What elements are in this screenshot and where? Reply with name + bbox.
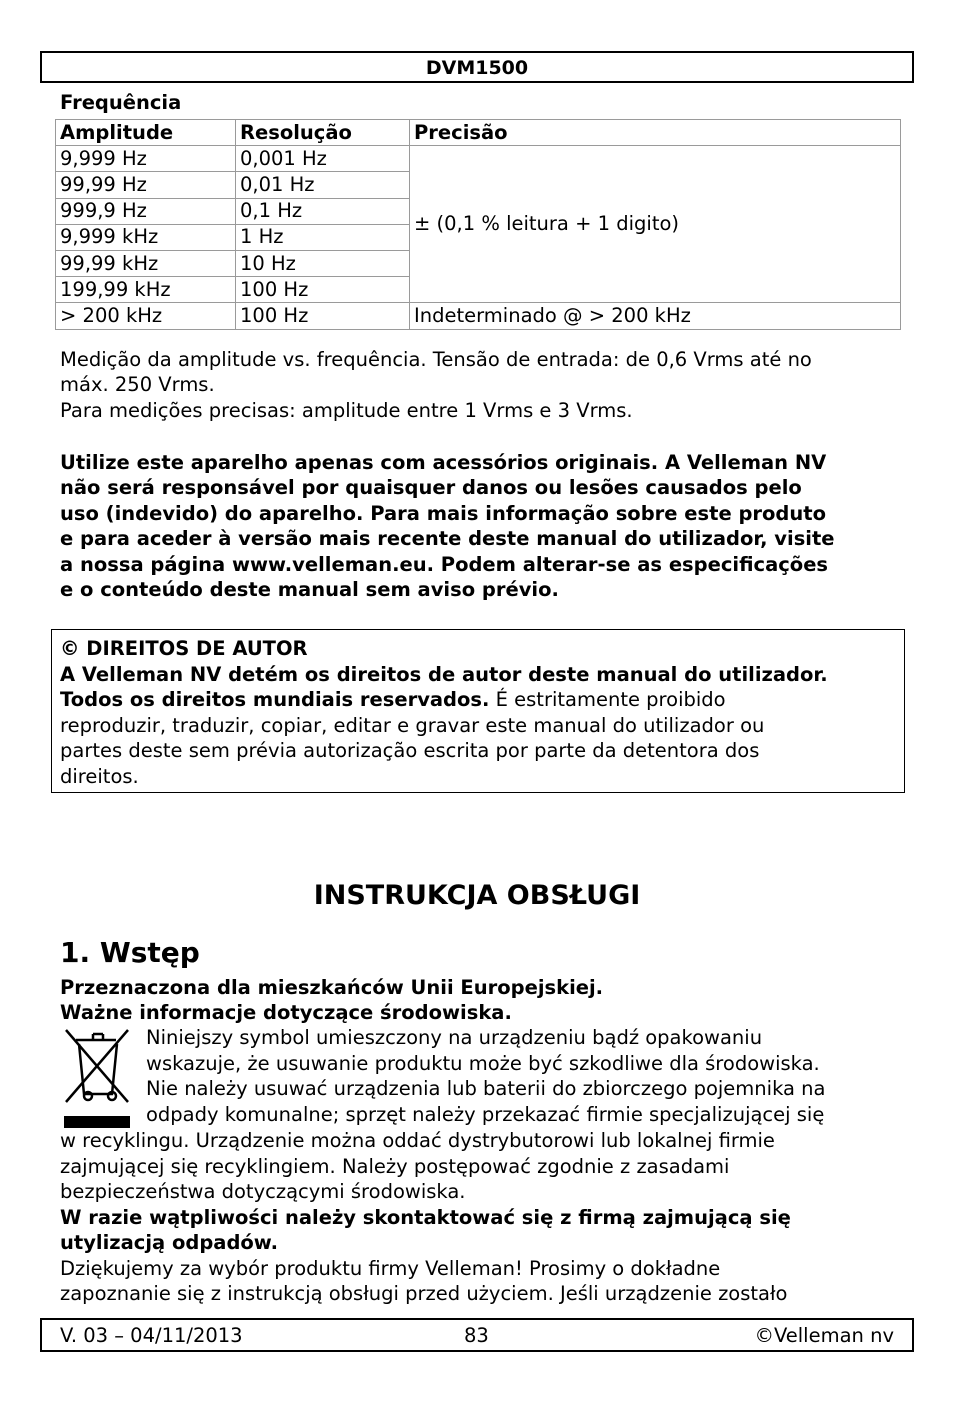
measurement-notes: [60, 347, 910, 423]
weee-line: bezpieczeństwa dotyczącymi środowiska.: [60, 1180, 466, 1204]
weee-line: wskazuje, że usuwanie produktu może być szkodliwe dla środowiska.: [146, 1051, 820, 1075]
page-footer: [40, 1318, 914, 1352]
contact-line: utylizacją odpadów.: [60, 1231, 278, 1255]
thanks-line: Dziękujemy za wybór produktu firmy Velleman! Prosimy o dokładne: [60, 1257, 721, 1280]
weee-line: Nie należy usuwać urządzenia lub baterii do zbiorczego pojemnika na: [146, 1077, 826, 1101]
copyright-line: partes deste sem prévia autorização escrita por parte da detentora dos: [60, 739, 760, 763]
resolution-cell: 10 Hz: [236, 250, 410, 276]
column-header: Resolução: [236, 120, 410, 146]
disclaimer-line: não será responsável por quaisquer danos ou lesões causados pelo: [60, 476, 802, 500]
resolution-cell: 0,1 Hz: [236, 198, 410, 224]
resolution-cell: 1 Hz: [236, 224, 410, 250]
page-number: 83: [464, 1324, 489, 1347]
amplitude-cell: 99,99 Hz: [56, 172, 236, 198]
eu-notice-line: Przeznaczona dla mieszkańców Unii Europejskiej.: [60, 976, 604, 999]
footer-version: V. 03 – 04/11/2013: [60, 1324, 243, 1347]
copyright-text: É estritamente proibido: [489, 688, 726, 712]
weee-text-indented: [146, 1025, 906, 1127]
amplitude-cell: 99,99 kHz: [56, 250, 236, 276]
disclaimer-line: Utilize este aparelho apenas com acessórios originais. A Velleman NV: [60, 451, 827, 474]
eu-notice: [60, 975, 910, 1026]
precision-cell: ± (0,1 % leitura + 1 digito): [410, 146, 901, 303]
copyright-line: reproduzir, traduzir, copiar, editar e gravar este manual do utilizador ou: [60, 713, 765, 737]
note-line: Medição da amplitude vs. frequência. Tensão de entrada: de 0,6 Vrms até no: [60, 348, 812, 371]
disclaimer-line: e o conteúdo deste manual sem aviso prévio.: [60, 578, 559, 602]
weee-line: Niniejszy symbol umieszczony na urządzeniu bądź opakowaniu: [146, 1026, 763, 1049]
column-header: Precisão: [410, 120, 901, 146]
weee-line: odpady komunalne; sprzęt należy przekazać firmie specjalizującej się: [146, 1102, 825, 1126]
amplitude-cell: 9,999 kHz: [56, 224, 236, 250]
contact-line: W razie wątpliwości należy skontaktować się z firmą zajmującą się: [60, 1206, 791, 1229]
weee-icon: [62, 1026, 134, 1130]
frequency-title: Frequência: [60, 91, 182, 114]
copyright-box: [51, 629, 905, 793]
model-name: DVM1500: [425, 57, 529, 79]
copyright-line: direitos.: [60, 764, 139, 788]
page-header: [40, 51, 914, 83]
section-heading: 1. Wstęp: [60, 936, 200, 969]
weee-text-full: [60, 1128, 910, 1205]
column-header: Amplitude: [56, 120, 236, 146]
resolution-cell: 0,01 Hz: [236, 172, 410, 198]
amplitude-cell: 9,999 Hz: [56, 146, 236, 172]
disclaimer-paragraph: [60, 450, 910, 602]
precision-cell: Indeterminado @ > 200 kHz: [410, 303, 901, 329]
thanks-paragraph: [60, 1256, 910, 1307]
weee-line: zajmującej się recyklingiem. Należy postępować zgodnie z zasadami: [60, 1154, 730, 1178]
copyright-title: © DIREITOS DE AUTOR: [60, 637, 308, 660]
weee-line: w recyklingu. Urządzenie można oddać dystrybutorowi lub lokalnej firmie: [60, 1129, 775, 1152]
table-header-row: [56, 120, 901, 146]
resolution-cell: 100 Hz: [236, 277, 410, 303]
contact-notice: [60, 1205, 910, 1256]
footer-brand: ©Velleman nv: [754, 1324, 894, 1347]
table-row: [56, 303, 901, 329]
table-row: [56, 146, 901, 172]
note-line: máx. 250 Vrms.: [60, 373, 215, 397]
disclaimer-line: a nossa página www.velleman.eu. Podem alterar-se as especificações: [60, 552, 829, 576]
disclaimer-line: uso (indevido) do aparelho. Para mais informação sobre este produto: [60, 501, 826, 525]
amplitude-cell: 199,99 kHz: [56, 277, 236, 303]
copyright-line: A Velleman NV detém os direitos de autor deste manual do utilizador.: [60, 662, 828, 686]
amplitude-cell: 999,9 Hz: [56, 198, 236, 224]
resolution-cell: 100 Hz: [236, 303, 410, 329]
copyright-line: [60, 687, 896, 713]
note-line: Para medições precisas: amplitude entre 1 Vrms e 3 Vrms.: [60, 398, 633, 422]
resolution-cell: 0,001 Hz: [236, 146, 410, 172]
frequency-table: [55, 119, 901, 330]
thanks-line: zapoznanie się z instrukcją obsługi przed użyciem. Jeśli urządzenie zostało: [60, 1282, 788, 1306]
eu-notice-line: Ważne informacje dotyczące środowiska.: [60, 1001, 512, 1025]
manual-title: INSTRUKCJA OBSŁUGI: [313, 880, 641, 911]
copyright-bold-text: Todos os direitos mundiais reservados.: [60, 688, 490, 712]
amplitude-cell: > 200 kHz: [56, 303, 236, 329]
disclaimer-line: e para aceder à versão mais recente deste manual do utilizador, visite: [60, 527, 835, 551]
